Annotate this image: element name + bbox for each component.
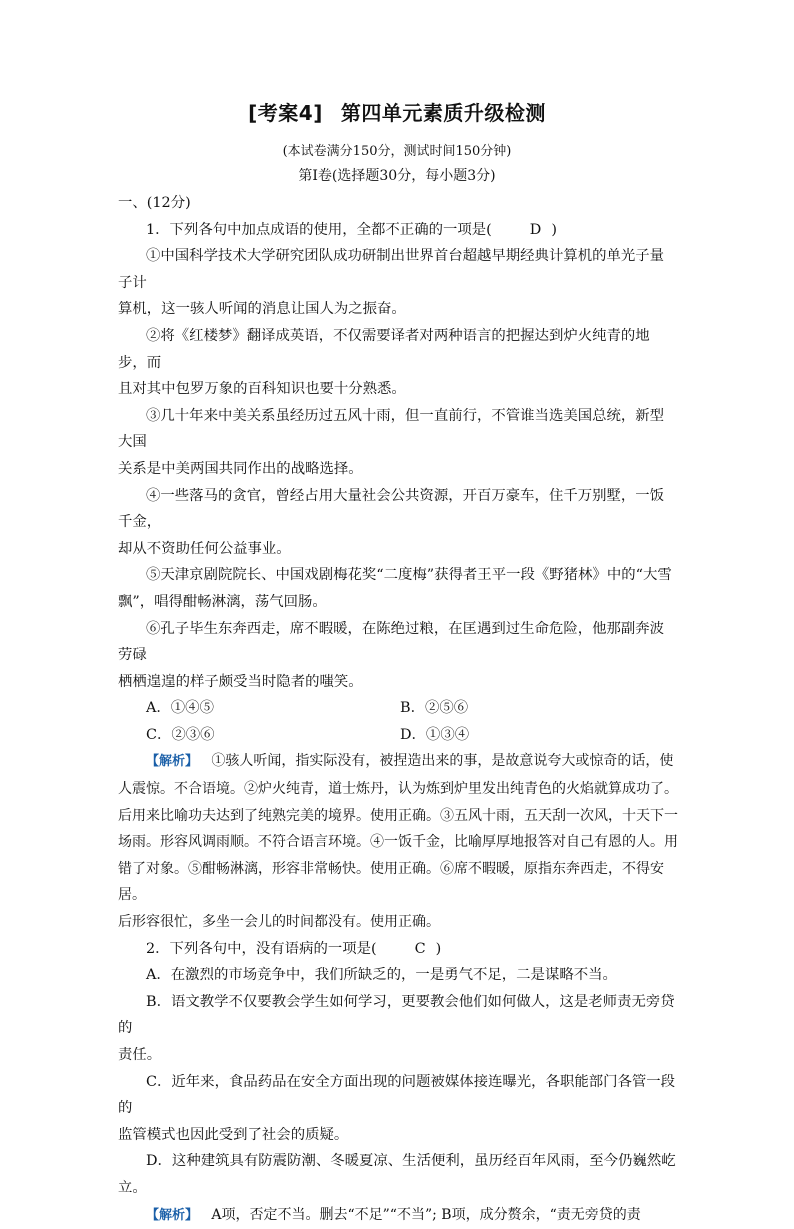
q1-option-c: C．②③⑥ xyxy=(146,726,215,743)
q2-option-b-cont: 责任。 xyxy=(118,1047,162,1063)
q1-item-5: ⑤天津京剧院院长、中国戏剧梅花奖“二度梅”获得者王平一段《野猪林》中的“大雪 xyxy=(146,567,672,584)
q1-option-b: B．②⑤⑥ xyxy=(400,700,469,717)
question-2-stem: 2．下列各句中，没有语病的一项是( C ) xyxy=(118,936,678,963)
q2-option-a: A．在激烈的市场竞争中，我们所缺乏的，一是勇气不足，二是谋略不当。 xyxy=(146,967,617,984)
q1-item-1-cont: 算机，这一骇人听闻的消息让国人为之振奋。 xyxy=(118,301,406,318)
question-1-stem: 1．下列各句中加点成语的使用，全都不正确的一项是( D ) xyxy=(118,217,678,244)
q2-option-c-cont: 监管模式也因此受到了社会的质疑。 xyxy=(118,1126,349,1143)
exam-tag: [考案4] xyxy=(248,101,323,125)
volume-heading: 第Ⅰ卷(选择题30分，每小题3分) xyxy=(298,168,496,184)
q1-item-2: ②将《红楼梦》翻译成英语，不仅需要译者对两种语言的把握达到炉火纯青的地步，而 xyxy=(118,327,650,371)
section-label: 一、(12分) xyxy=(118,195,191,211)
exam-title: 第四单元素质升级检测 xyxy=(340,101,546,125)
q1-item-5-cont: 飘”，唱得酣畅淋漓，荡气回肠。 xyxy=(118,593,327,610)
q1-item-3: ③几十年来中美关系虽经历过五风十雨，但一直前行，不管谁当选美国总统，新型大国 xyxy=(118,407,665,451)
q1-item-2-cont: 且对其中包罗万象的百科知识也要十分熟悉。 xyxy=(118,381,406,398)
q1-item-6: ⑥孔子毕生东奔西走，席不暇暖，在陈绝过粮，在匡遇到过生命危险，他那副奔波劳碌 xyxy=(118,620,665,664)
q1-item-4-cont: 却从不资助任何公益事业。 xyxy=(118,540,291,557)
q1-options-row-2 xyxy=(118,722,678,749)
q1-analysis: 【解析】 ①骇人听闻，指实际没有，被捏造出来的事，是故意说夸大或惊奇的话，使 人震惊。不合语境。②炉火纯青，道士炼丹，认为炼到炉里发出纯青色的火焰就算成功了。 后用来比喻功夫达到了纯熟完美的境界。使用正确。③五风十雨，五天刮一次风，十天下一 场雨。形容风调雨顺。不符合语言环境。④一饭千金，比喻厚厚地报答对自己有恩的人。用 错了对象。⑤酣畅淋漓，形容非常畅快。使用正确。⑥席不暇暖，原指东奔西走，不得安居。 后形容很忙，多坐一会儿的时间都没有。使用正确。 xyxy=(118,753,678,931)
question-2-answer: C xyxy=(414,940,426,957)
q1-option-d: D．①③④ xyxy=(400,726,470,743)
q2-analysis: 【解析】 A项，否定不当。删去“不足”“不当”; B项，成分赘余，“责无旁贷的责 xyxy=(146,1206,641,1223)
q1-item-3-cont: 关系是中美两国共同作出的战略选择。 xyxy=(118,460,363,477)
q1-item-4: ④一些落马的贪官，曾经占用大量社会公共资源，开百万豪车，住千万别墅，一饭千金， xyxy=(118,487,665,531)
q2-option-b: B．语文教学不仅要教会学生如何学习，更要教会他们如何做人，这是老师责无旁贷的 xyxy=(118,993,675,1037)
q1-item-6-cont: 栖栖遑遑的样子颇受当时隐者的嗤笑。 xyxy=(118,673,363,690)
exam-body xyxy=(118,190,678,1229)
analysis-tag: 【解析】 xyxy=(146,1207,199,1223)
q2-option-c: C．近年来，食品药品在安全方面出现的问题被媒体接连曝光，各职能部门各管一段的 xyxy=(118,1073,676,1117)
q2-option-d: D．这种建筑具有防震防潮、冬暖夏凉、生活便利，虽历经百年风雨，至今仍巍然屹立。 xyxy=(118,1153,676,1196)
q1-option-a: A．①④⑤ xyxy=(146,700,214,717)
exam-note: (本试卷满分150分，测试时间150分钟) xyxy=(282,144,512,159)
page-title xyxy=(0,97,794,126)
q1-options-row-1 xyxy=(118,695,678,722)
q1-item-1: ①中国科学技术大学研究团队成功研制出世界首台超越早期经典计算机的单光子量子计 xyxy=(118,248,665,291)
analysis-tag: 【解析】 xyxy=(146,754,199,770)
question-1-answer: D xyxy=(529,221,542,238)
